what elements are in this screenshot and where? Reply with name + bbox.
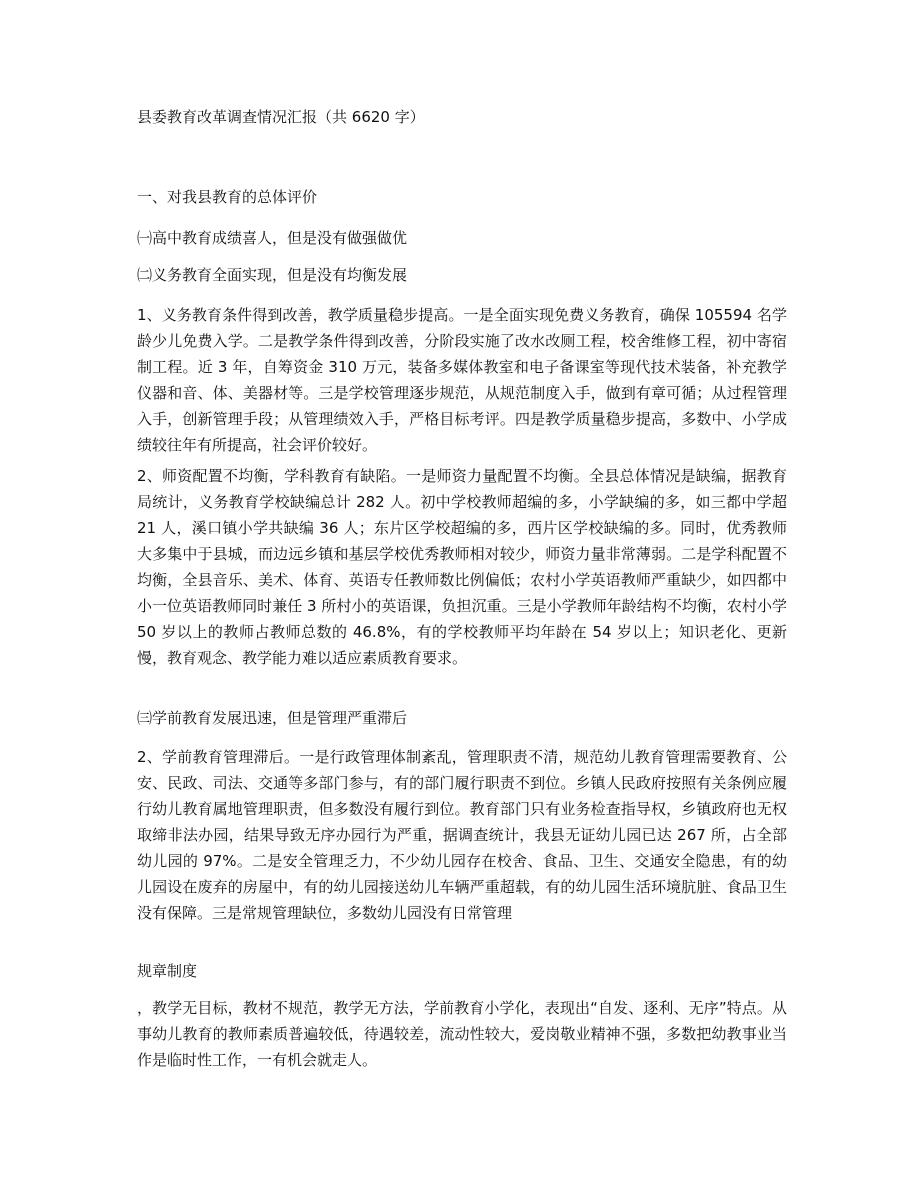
- subheading-rules: 规章制度: [137, 962, 198, 980]
- paragraph-compulsory-conditions: 1、义务教育条件得到改善，教学质量稳步提高。一是全面实现免费义务教育，确保 105594 名学龄少儿免费入学。二是教学条件得到改善，分阶段实施了改水改厕工程，校舍维修工程，初中寄宿制工程。近 3 年，自筹资金 310 万元，装备多媒体教室和电子备课室等现代技术装备，补充教学仪器和音、体、美器材等。三是学校管理逐步规范，从规范制度入手，做到有章可循；从过程管理入手，创新管理手段；从管理绩效入手，严格目标考评。四是教学质量稳步提高，多数中、小学成绩较往年有所提高，社会评价较好。: [137, 306, 787, 454]
- subheading-compulsory-education: ㈡义务教育全面实现，但是没有均衡发展: [137, 266, 408, 284]
- paragraph-teacher-allocation: 2、师资配置不均衡，学科教育有缺陷。一是师资力量配置不均衡。全县总体情况是缺编，据教育局统计，义务教育学校缺编总计 282 人。初中学校教师超编的多，小学缺编的多，如三都中学超 21 人，溪口镇小学共缺编 36 人；东片区学校超编的多，西片区学校缺编的多。同时，优秀教师大多集中于县城，而边远乡镇和基层学校优秀教师相对较少，师资力量非常薄弱。二是学科配置不均衡，全县音乐、美术、体育、英语专任教师数比例偏低；农村小学英语教师严重缺少，如四都中小一位英语教师同时兼任 3 所村小的英语课，负担沉重。三是小学教师年龄结构不均衡，农村小学 50 岁以上的教师占教师总数的 46.8%，有的学校教师平均年龄在 54 岁以上；知识老化、更新慢，教育观念、教学能力难以适应素质教育要求。: [137, 467, 787, 667]
- subheading-preschool-education: ㈢学前教育发展迅速，但是管理严重滞后: [137, 709, 408, 727]
- paragraph-preschool-management: 2、学前教育管理滞后。一是行政管理体制紊乱，管理职责不清，规范幼儿教育管理需要教育、公安、民政、司法、交通等多部门参与，有的部门履行职责不到位。乡镇人民政府按照有关条例应履行幼儿教育属地管理职责，但多数没有履行到位。教育部门只有业务检查指导权，乡镇政府也无权取缔非法办园，结果导致无序办园行为严重，据调查统计，我县无证幼儿园已达 267 所，占全部幼儿园的 97%。二是安全管理乏力，不少幼儿园存在校舍、食品、卫生、交通安全隐患，有的幼儿园设在废弃的房屋中，有的幼儿园接送幼儿车辆严重超载，有的幼儿园生活环境肮脏、食品卫生没有保障。三是常规管理缺位，多数幼儿园没有日常管理: [137, 748, 787, 922]
- section-heading-overall-evaluation: 一、对我县教育的总体评价: [137, 188, 318, 206]
- paragraph-preschool-quality: ，教学无目标，教材不规范，教学无方法，学前教育小学化，表现出“自发、逐利、无序”特点。从事幼儿教育的教师素质普遍较低，待遇较差，流动性较大，爱岗敬业精神不强，多数把幼教事业当作是临时性工作，一有机会就走人。: [137, 999, 787, 1069]
- document-title: 县委教育改革调查情况汇报（共 6620 字）: [137, 108, 425, 126]
- subheading-high-school: ㈠高中教育成绩喜人，但是没有做强做优: [137, 229, 408, 247]
